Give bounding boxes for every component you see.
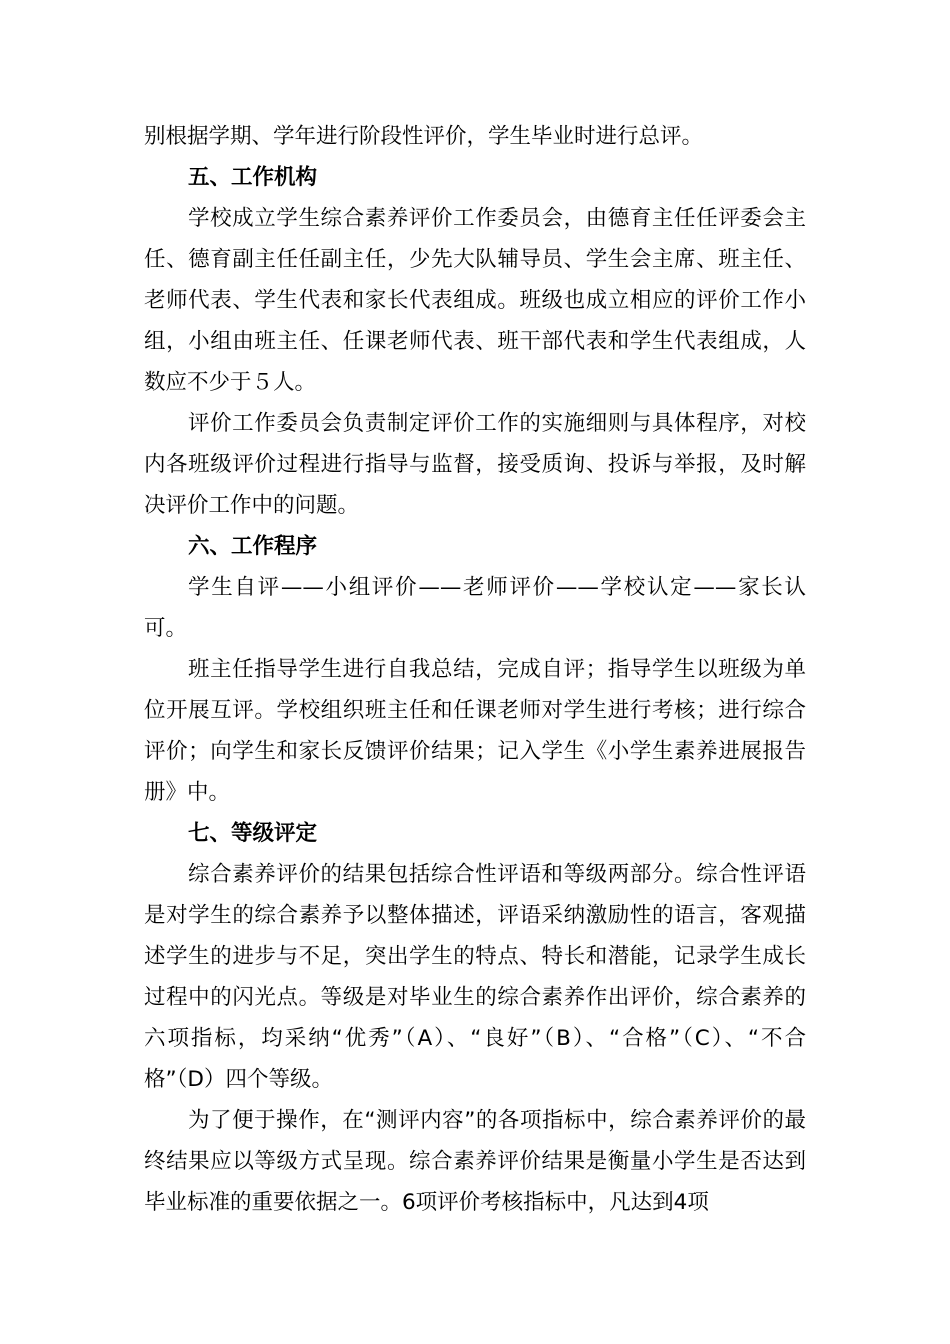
document-body	[144, 116, 806, 1223]
paragraph-procedure-details: 班主任指导学生进行自我总结，完成自评；指导学生以班级为单位开展互评。学校组织班主任和任课老师对学生进行考核；进行综合评价；向学生和家长反馈评价结果；记入学生《小学生素养进展报告册》中。	[144, 657, 806, 805]
paragraph-grade-criteria: 为了便于操作，在“测评内容”的各项指标中，综合素养评价的最终结果应以等级方式呈现。综合素养评价结果是衡量小学生是否达到毕业标准的重要依据之一。6项评价考核指标中，凡达到4项	[144, 1108, 806, 1215]
paragraph-committee: 学校成立学生综合素养评价工作委员会，由德育主任任评委会主任、德育副主任任副主任，少先大队辅导员、学生会主席、班主任、老师代表、学生代表和家长代表组成。班级也成立相应的评价工作小组，小组由班主任、任课老师代表、班干部代表和学生代表组成，人数应不少于５人。	[144, 206, 806, 395]
paragraph-procedure-flow: 学生自评——小组评价——老师评价——学校认定——家长认可。	[144, 575, 806, 641]
paragraph-grade-components: 综合素养评价的结果包括综合性评语和等级两部分。综合性评语是对学生的综合素养予以整体描述，评语采纳激励性的语言，客观描述学生的进步与不足，突出学生的特点、特长和潜能，记录学生成长过程中的闪光点。等级是对毕业生的综合素养作出评价，综合素养的六项指标，均采纳“优秀”（A）、“良好”（B）、“合格”（C）、“不合格”（D）四个等级。	[144, 862, 806, 1092]
section-heading-grade-assessment: 七、等级评定	[188, 821, 318, 846]
paragraph-continuation: 别根据学期、学年进行阶段性评价，学生毕业时进行总评。	[144, 124, 704, 149]
section-heading-work-procedure: 六、工作程序	[188, 534, 318, 559]
paragraph-committee-duties: 评价工作委员会负责制定评价工作的实施细则与具体程序，对校内各班级评价过程进行指导与监督，接受质询、投诉与举报，及时解决评价工作中的问题。	[144, 411, 806, 518]
section-heading-work-organization: 五、工作机构	[188, 165, 318, 190]
